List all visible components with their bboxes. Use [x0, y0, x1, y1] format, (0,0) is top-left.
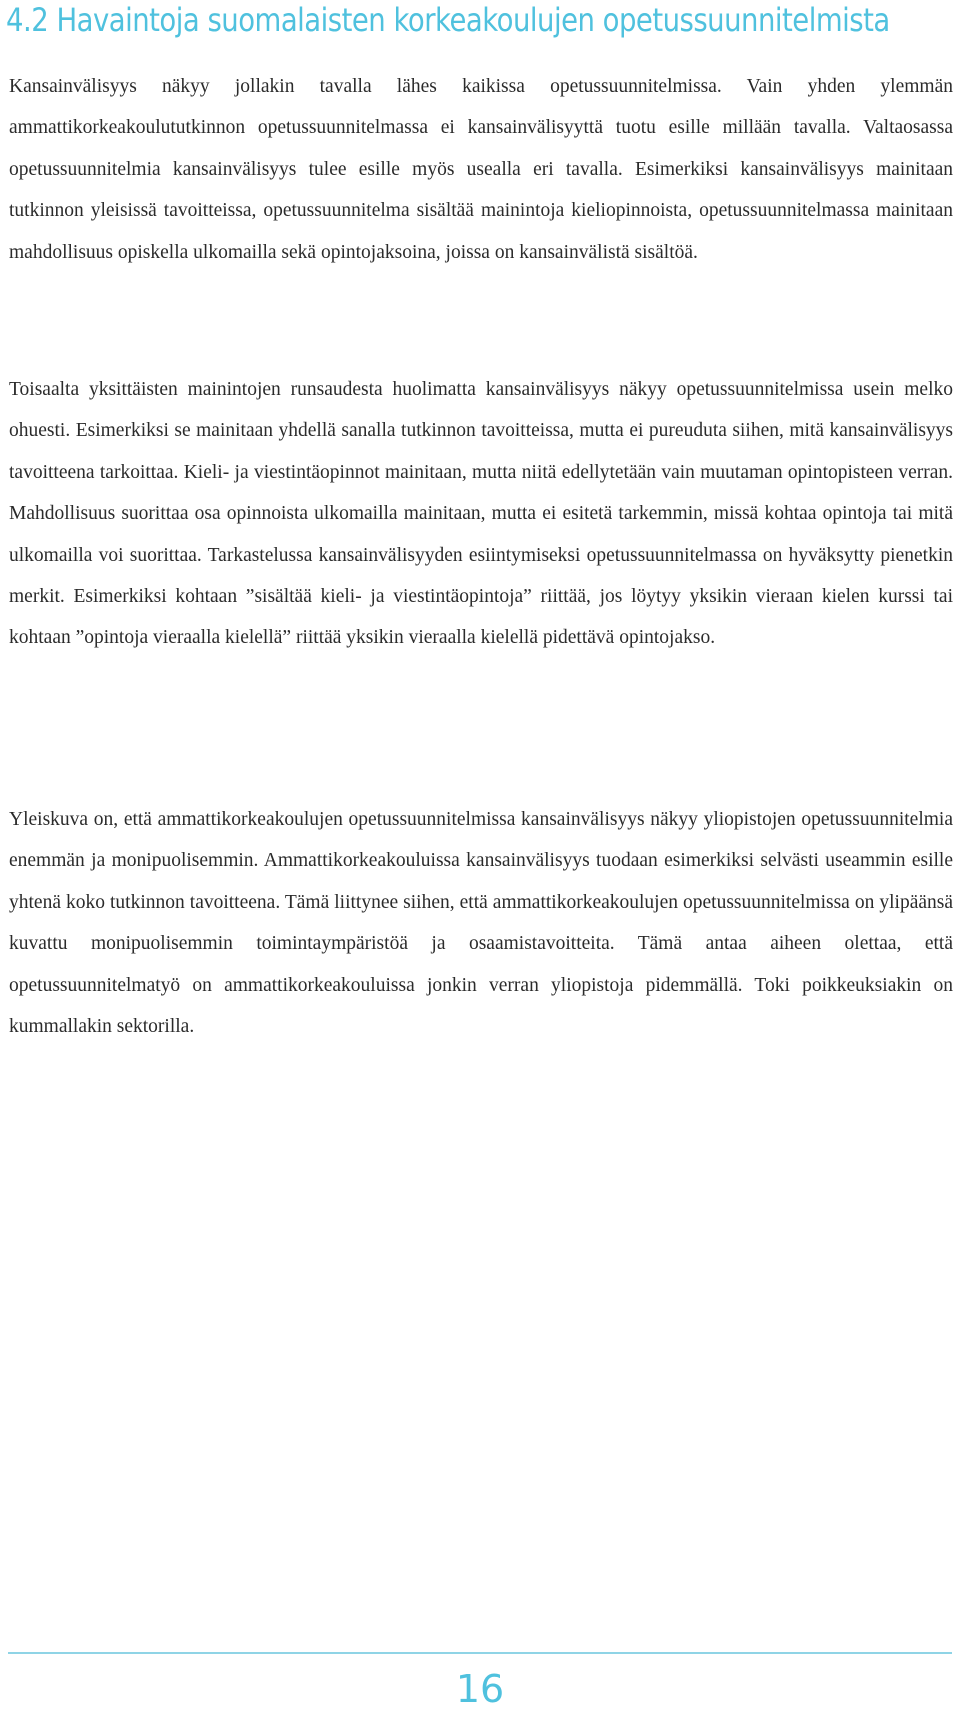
page-number: 16	[455, 1667, 505, 1711]
body-paragraph-1: Kansainvälisyys näkyy jollakin tavalla lähes kaikissa opetussuunnitelmissa. Vain yhden ylemmän ammattikorkeakoulututkinnon opetussuunnitelmassa ei kansainvälisyyttä tuotu esille millään tavalla. Valtaosassa opetussuunnitelmia kansainvälisyys tulee esille myös usealla eri tavalla. Esimerkiksi kansainvälisyys mainitaan tutkinnon yleisissä tavoitteissa, opetussuunnitelma sisältää mainintoja kieliopinnoista, opetussuunnitelmassa mainitaan mahdollisuus opiskella ulkomailla sekä opintojaksoina, joissa on kansainvälistä sisältöä.	[9, 76, 953, 263]
footer-divider	[8, 1652, 952, 1654]
body-paragraph-3: Yleiskuva on, että ammattikorkeakoulujen opetussuunnitelmissa kansainvälisyys näkyy yliopistojen opetussuunnitelmia enemmän ja monipuolisemmin. Ammattikorkeakouluissa kansainvälisyys tuodaan esimerkiksi selvästi useammin esille yhtenä koko tutkinnon tavoitteena. Tämä liittynee siihen, että ammattikorkeakoulujen opetussuunnitelmissa on ylipäänsä kuvattu monipuolisemmin toimintaympäristöä ja osaamistavoitteita. Tämä antaa aiheen olettaa, että opetussuunnitelmatyö on ammattikorkeakouluissa jonkin verran yliopistoja pidemmällä. Toki poikkeuksiakin on kummallakin sektorilla.	[9, 809, 953, 1038]
body-paragraph-2: Toisaalta yksittäisten mainintojen runsaudesta huolimatta kansainvälisyys näkyy opetussuunnitelmissa usein melko ohuesti. Esimerkiksi se mainitaan yhdellä sanalla tutkinnon tavoitteissa, mutta ei pureuduta siihen, mitä kansainvälisyys tavoitteena tarkoittaa. Kieli- ja viestintäopinnot mainitaan, mutta niitä edellytetään vain muutaman opintopisteen verran. Mahdollisuus suorittaa osa opinnoista ulkomailla mainitaan, mutta ei esitetä tarkemmin, missä kohtaa opintoja tai mitä ulkomailla voi suorittaa. Tarkastelussa kansainvälisyyden esiintymiseksi opetussuunnitelmassa on hyväksytty pienetkin merkit. Esimerkiksi kohtaan ”sisältää kieli- ja viestintäopintoja” riittää, jos löytyy yksikin vieraan kielen kurssi tai kohtaan ”opintoja vieraalla kielellä” riittää yksikin vieraalla kielellä pidettävä opintojakso.	[9, 379, 953, 649]
section-heading: 4.2 Havaintoja suomalaisten korkeakoulujen opetussuunnitelmista	[6, 1, 890, 39]
